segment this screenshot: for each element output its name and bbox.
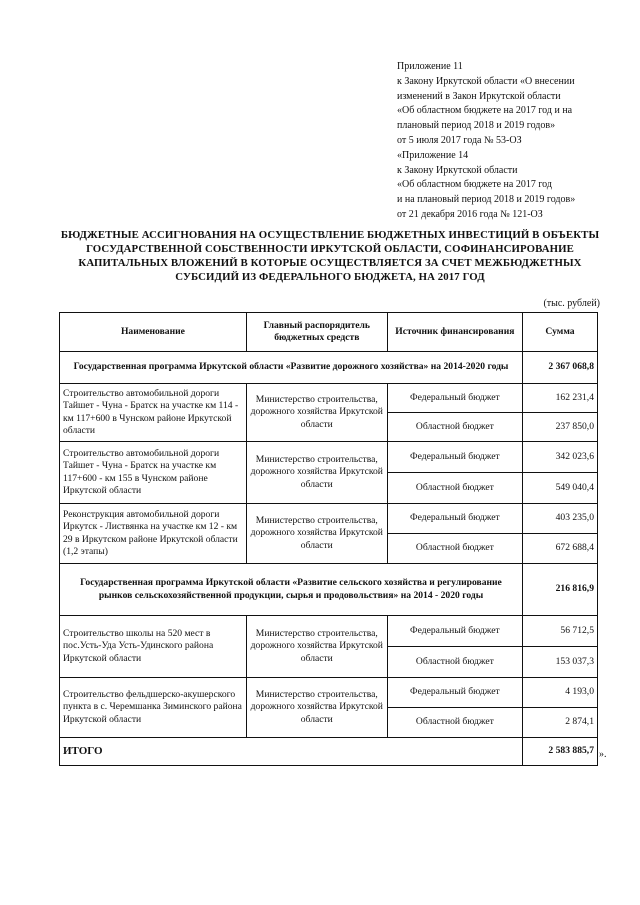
total-row: [60, 738, 598, 766]
appendix-line: от 5 июля 2017 года № 53-ОЗ: [397, 134, 522, 146]
program-title: Государственная программа Иркутской области «Развитие сельского хозяйства и регулирование рынков сельскохозяйственной продукции, сырья и продовольствия» на 2014 - 2020 годы: [60, 564, 523, 616]
total-sum: 2 583 885,7: [523, 738, 598, 766]
funding-sum: 2 874,1: [523, 708, 598, 738]
appendix-line: «Об областном бюджете на 2017 год: [397, 179, 552, 191]
table-row: [60, 504, 598, 534]
funding-source: Областной бюджет: [387, 708, 522, 738]
header-name: Наименование: [60, 313, 247, 352]
header-source: Источник финансирования: [387, 313, 522, 352]
appendix-line: к Закону Иркутской области: [397, 164, 518, 176]
object-name: Строительство школы на 520 мест в пос.Усть-Уда Усть-Удинского района Иркутской области: [60, 616, 247, 678]
object-manager: Министерство строительства, дорожного хозяйства Иркутской области: [246, 442, 387, 504]
program-row: [60, 564, 598, 616]
program-title: Государственная программа Иркутской области «Развитие дорожного хозяйства» на 2014-2020 годы: [60, 352, 523, 384]
appendix-line: от 21 декабря 2016 года № 121-ОЗ: [397, 208, 543, 220]
funding-source: Областной бюджет: [387, 473, 522, 504]
funding-sum: 403 235,0: [523, 504, 598, 534]
object-name: Строительство автомобильной дороги Тайшет - Чуна - Братск на участке км 117+600 - км 155 в Чунском районе Иркутской области: [60, 442, 247, 504]
header-sum: Сумма: [523, 313, 598, 352]
funding-sum: 342 023,6: [523, 442, 598, 473]
object-manager: Министерство строительства, дорожного хозяйства Иркутской области: [246, 616, 387, 678]
funding-source: Федеральный бюджет: [387, 384, 522, 413]
appendix-line: и на плановый период 2018 и 2019 годов»: [397, 194, 576, 206]
funding-source: Областной бюджет: [387, 534, 522, 564]
funding-source: Федеральный бюджет: [387, 678, 522, 708]
appendix-line: «Приложение 14: [397, 149, 469, 161]
title-line: ГОСУДАРСТВЕННОЙ СОБСТВЕННОСТИ ИРКУТСКОЙ ОБЛАСТИ, СОФИНАНСИРОВАНИЕ: [86, 243, 574, 255]
total-label: ИТОГО: [60, 738, 523, 766]
object-name: Строительство фельдшерско-акушерского пункта в с. Черемшанка Зиминского района Иркутской области: [60, 678, 247, 738]
object-manager: Министерство строительства, дорожного хозяйства Иркутской области: [246, 384, 387, 442]
title-line: КАПИТАЛЬНЫХ ВЛОЖЕНИЙ В КОТОРЫЕ ОСУЩЕСТВЛЯЕТСЯ ЗА СЧЕТ МЕЖБЮДЖЕТНЫХ: [78, 257, 582, 269]
funding-sum: 237 850,0: [523, 413, 598, 442]
appendix-line: плановый период 2018 и 2019 годов»: [397, 120, 556, 132]
title-line: БЮДЖЕТНЫЕ АССИГНОВАНИЯ НА ОСУЩЕСТВЛЕНИЕ БЮДЖЕТНЫХ ИНВЕСТИЦИЙ В ОБЪЕКТЫ: [60, 229, 600, 241]
object-name: Реконструкция автомобильной дороги Иркутск - Листвянка на участке км 12 - км 29 в Иркутском районе Иркутской области (1,2 этапы): [60, 504, 247, 564]
funding-source: Федеральный бюджет: [387, 442, 522, 473]
funding-sum: 162 231,4: [523, 384, 598, 413]
funding-sum: 153 037,3: [523, 647, 598, 678]
funding-sum: 672 688,4: [523, 534, 598, 564]
appendix-line: Приложение 11: [397, 61, 463, 72]
table-row: [60, 616, 598, 647]
units-label: (тыс. рублей): [543, 298, 600, 309]
header-row: [60, 313, 598, 352]
table-row: [60, 442, 598, 473]
table-row: [60, 384, 598, 413]
appendix-line: изменений в Закон Иркутской области: [397, 90, 561, 102]
funding-source: Областной бюджет: [387, 413, 522, 442]
funding-sum: 549 040,4: [523, 473, 598, 504]
funding-sum: 56 712,5: [523, 616, 598, 647]
table-row: [60, 678, 598, 708]
funding-source: Федеральный бюджет: [387, 504, 522, 534]
title-line: СУБСИДИЙ ИЗ ФЕДЕРАЛЬНОГО БЮДЖЕТА, НА 2017 ГОД: [175, 271, 485, 283]
document-title: [56, 228, 604, 284]
funding-source: Федеральный бюджет: [387, 616, 522, 647]
program-sum: 2 367 068,8: [523, 352, 598, 384]
program-sum: 216 816,9: [523, 564, 598, 616]
appendix-line: к Закону Иркутской области «О внесении: [397, 75, 575, 87]
appendix-line: «Об областном бюджете на 2017 год и на: [397, 105, 573, 117]
appendix-block: [397, 60, 633, 223]
object-manager: Министерство строительства, дорожного хозяйства Иркутской области: [246, 678, 387, 738]
budget-table: [59, 312, 598, 766]
program-row: [60, 352, 598, 384]
object-manager: Министерство строительства, дорожного хозяйства Иркутской области: [246, 504, 387, 564]
funding-source: Областной бюджет: [387, 647, 522, 678]
object-name: Строительство автомобильной дороги Тайшет - Чуна - Братск на участке км 114 - км 117+600 в Чунском районе Иркутской области: [60, 384, 247, 442]
header-manager: Главный распорядитель бюджетных средств: [246, 313, 387, 352]
closing-quote: ».: [599, 749, 607, 760]
funding-sum: 4 193,0: [523, 678, 598, 708]
